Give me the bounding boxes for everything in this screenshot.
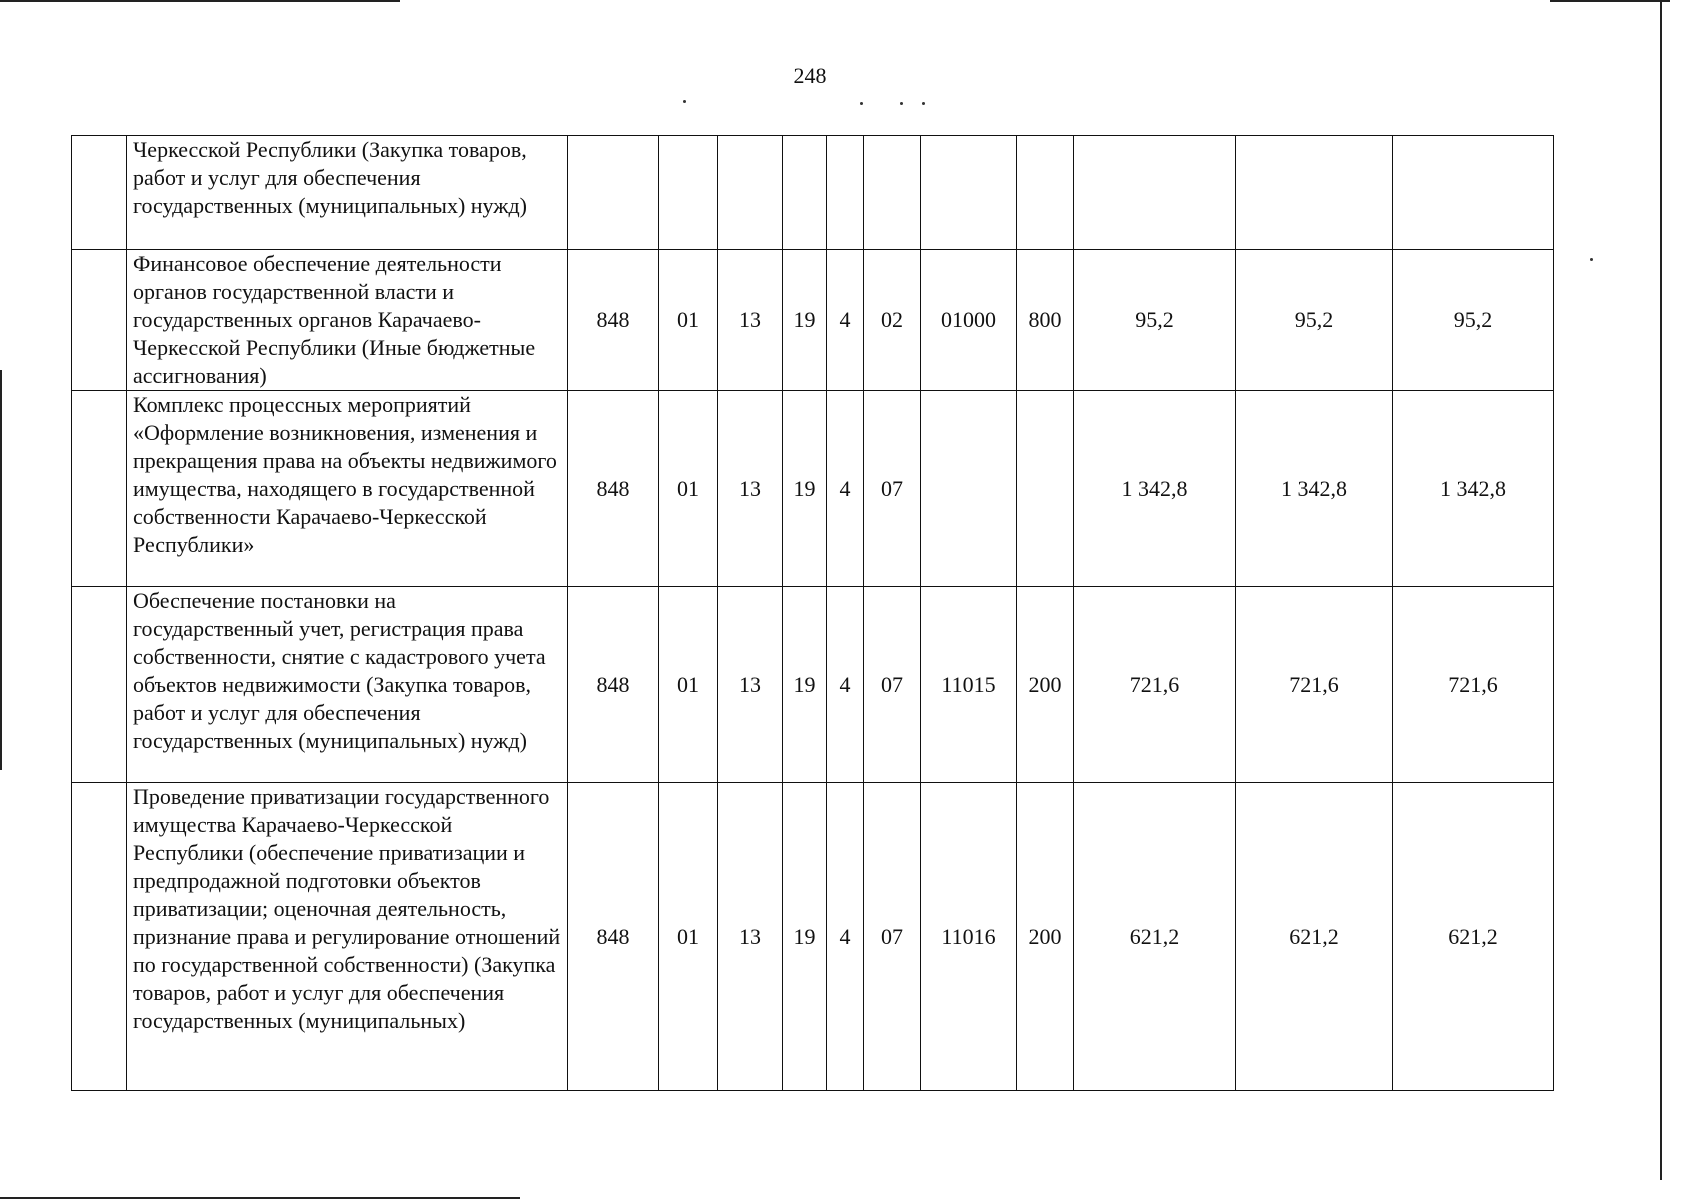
amount-year-3: 95,2: [1393, 250, 1554, 391]
scan-edge-top-right: [1550, 0, 1670, 2]
row-name: Финансовое обеспечение деятельности органов государственной власти и государственных органов Карачаево-Черкесской Республики (Иные бюджетные ассигнования): [127, 250, 568, 391]
amount-year-2: 621,2: [1236, 783, 1393, 1091]
event-code: 07: [864, 783, 921, 1091]
type-code: [827, 136, 864, 250]
scan-edge-left: [0, 370, 2, 770]
table-row: [72, 587, 1554, 783]
scan-speck: [683, 100, 686, 103]
amount-year-3: 621,2: [1393, 783, 1554, 1091]
scan-speck: [1590, 258, 1593, 261]
section-code: [659, 136, 718, 250]
event-code: [864, 136, 921, 250]
section-code: 01: [659, 783, 718, 1091]
amount-year-1: 721,6: [1074, 587, 1236, 783]
budget-table: [71, 135, 1554, 1091]
program-code: 19: [783, 250, 827, 391]
expense-type-code: [1017, 136, 1074, 250]
scan-speck: [860, 102, 863, 105]
amount-year-3: 721,6: [1393, 587, 1554, 783]
event-code: 07: [864, 391, 921, 587]
expense-type-code: 800: [1017, 250, 1074, 391]
table-row: [72, 783, 1554, 1091]
expense-type-code: 200: [1017, 783, 1074, 1091]
section-code: 01: [659, 587, 718, 783]
admin-code: 848: [568, 783, 659, 1091]
admin-code: 848: [568, 587, 659, 783]
program-code: 19: [783, 783, 827, 1091]
subsection-code: 13: [718, 391, 783, 587]
row-number-cell: [72, 783, 127, 1091]
row-number-cell: [72, 136, 127, 250]
amount-year-3: 1 342,8: [1393, 391, 1554, 587]
subsection-code: 13: [718, 587, 783, 783]
program-code: 19: [783, 587, 827, 783]
amount-year-2: 95,2: [1236, 250, 1393, 391]
table-row: [72, 391, 1554, 587]
type-code: 4: [827, 250, 864, 391]
expense-type-code: 200: [1017, 587, 1074, 783]
event-code: 02: [864, 250, 921, 391]
amount-year-1: 621,2: [1074, 783, 1236, 1091]
direction-code: 11016: [921, 783, 1017, 1091]
scan-edge-top-left: [0, 0, 400, 2]
section-code: 01: [659, 391, 718, 587]
amount-year-2: [1236, 136, 1393, 250]
row-number-cell: [72, 250, 127, 391]
program-code: [783, 136, 827, 250]
admin-code: 848: [568, 250, 659, 391]
row-number-cell: [72, 587, 127, 783]
expense-type-code: [1017, 391, 1074, 587]
amount-year-1: 95,2: [1074, 250, 1236, 391]
program-code: 19: [783, 391, 827, 587]
direction-code: [921, 136, 1017, 250]
amount-year-1: 1 342,8: [1074, 391, 1236, 587]
table-row: [72, 250, 1554, 391]
subsection-code: [718, 136, 783, 250]
subsection-code: 13: [718, 250, 783, 391]
admin-code: [568, 136, 659, 250]
amount-year-2: 721,6: [1236, 587, 1393, 783]
row-name: Черкесской Республики (Закупка товаров, работ и услуг для обеспечения государственных (муниципальных) нужд): [127, 136, 568, 250]
row-name: Комплекс процессных мероприятий «Оформление возникновения, изменения и прекращения права на объекты недвижимого имущества, находящего в государственной собственности Карачаево-Черкесской Республики»: [127, 391, 568, 587]
amount-year-2: 1 342,8: [1236, 391, 1393, 587]
scan-speck: [922, 102, 925, 105]
row-name: Обеспечение постановки на государственный учет, регистрация права собственности, снятие с кадастрового учета объектов недвижимости (Закупка товаров, работ и услуг для обеспечения государственных (муниципальных) нужд): [127, 587, 568, 783]
table-row: [72, 136, 1554, 250]
scan-edge-right: [1660, 0, 1662, 1180]
type-code: 4: [827, 391, 864, 587]
admin-code: 848: [568, 391, 659, 587]
page-number: 248: [793, 63, 827, 88]
direction-code: 11015: [921, 587, 1017, 783]
row-name: Проведение приватизации государственного имущества Карачаево-Черкесской Республики (обеспечение приватизации и предпродажной подготовки объектов приватизации; оценочная деятельность, признание права и регулирование отношений по государственной собственности) (Закупка товаров, работ и услуг для обеспечения государственных (муниципальных): [127, 783, 568, 1091]
scan-speck: [900, 102, 903, 105]
type-code: 4: [827, 587, 864, 783]
event-code: 07: [864, 587, 921, 783]
amount-year-1: [1074, 136, 1236, 250]
amount-year-3: [1393, 136, 1554, 250]
direction-code: 01000: [921, 250, 1017, 391]
section-code: 01: [659, 250, 718, 391]
scan-edge-bottom: [0, 1197, 520, 1199]
subsection-code: 13: [718, 783, 783, 1091]
type-code: 4: [827, 783, 864, 1091]
row-number-cell: [72, 391, 127, 587]
direction-code: [921, 391, 1017, 587]
